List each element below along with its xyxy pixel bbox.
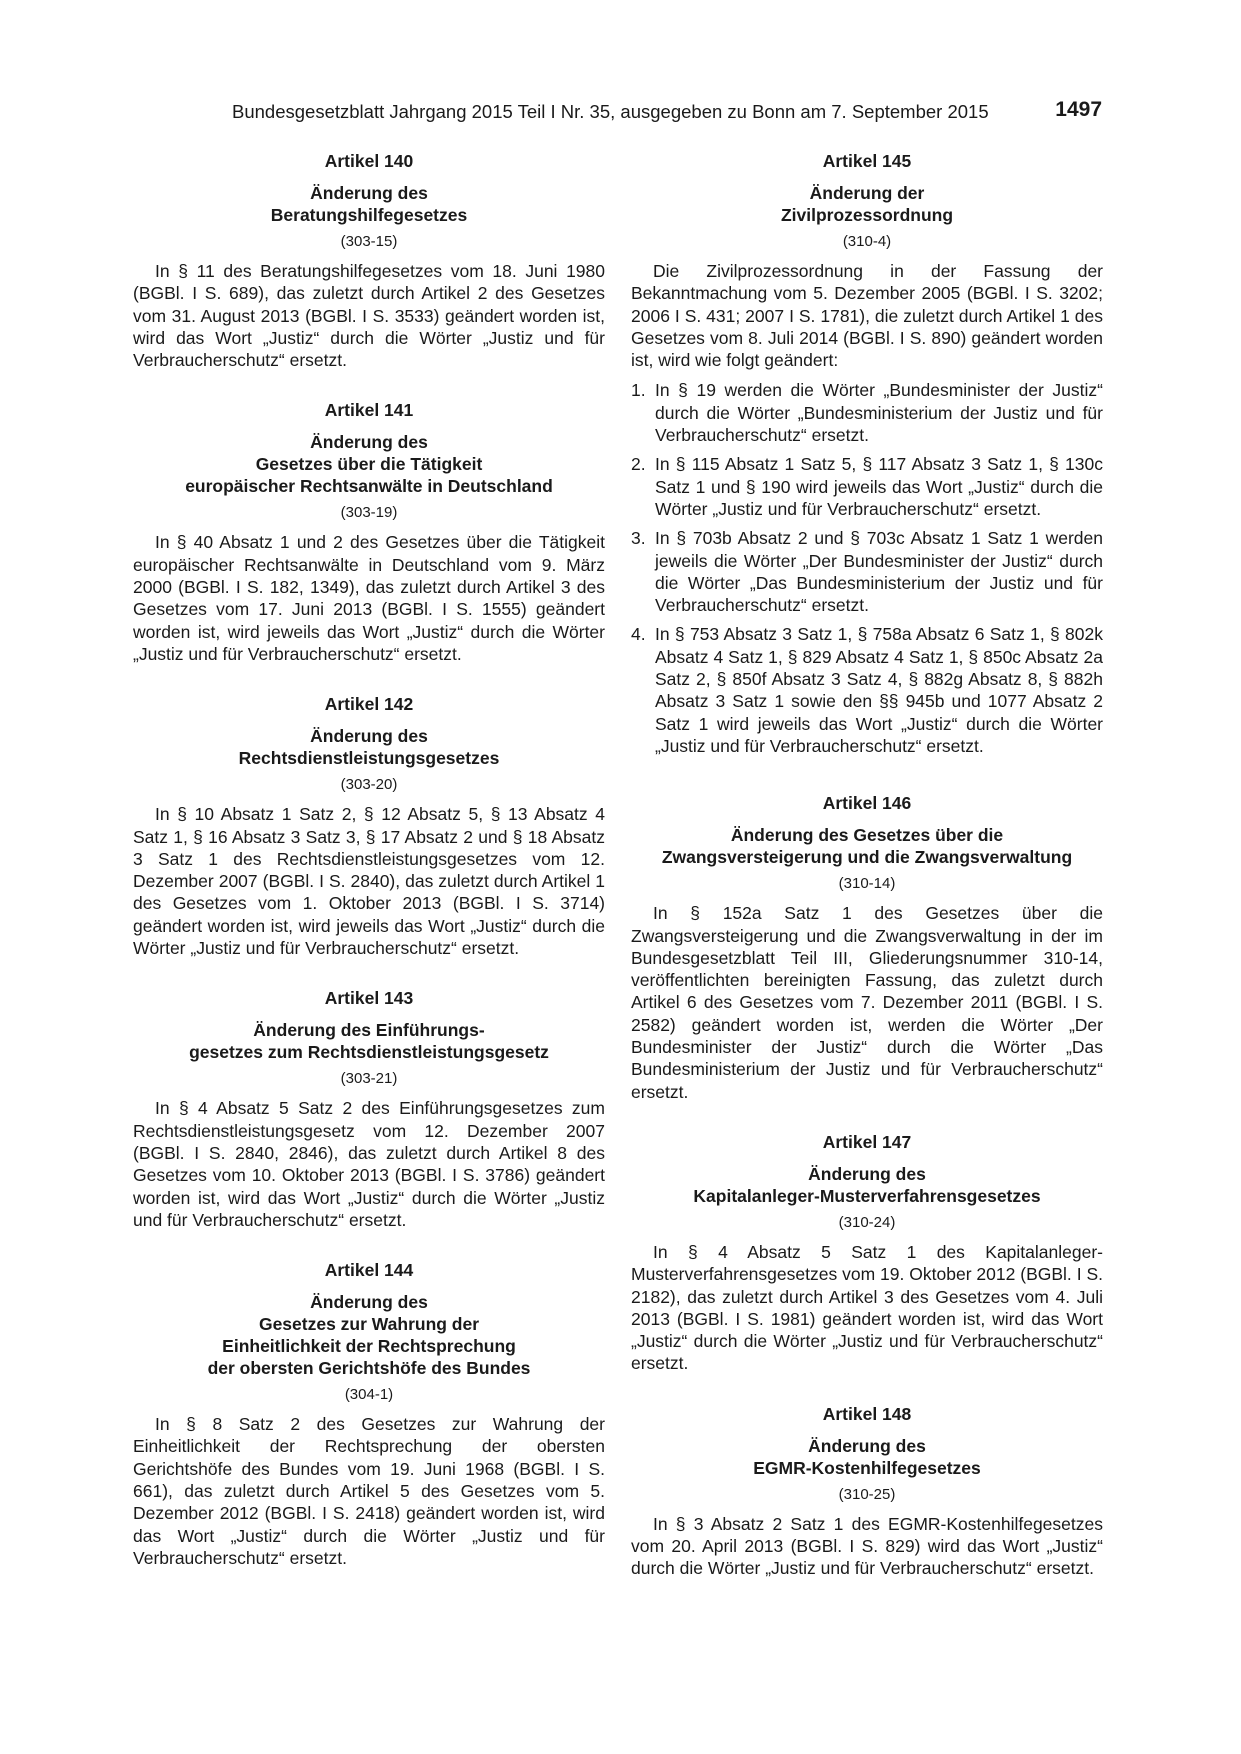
- article-body: In § 3 Absatz 2 Satz 1 des EGMR-Kostenhilfegesetzes vom 20. April 2013 (BGBl. I S. 829) wird das Wort „Justiz“ durch die Wörter „Justiz und für Verbraucherschutz“ ersetzt.: [631, 1513, 1103, 1579]
- article-body: In § 11 des Beratungshilfegesetzes vom 18. Juni 1980 (BGBl. I S. 689), das zuletzt durch Artikel 2 des Gesetzes vom 31. August 2013 (BGBl. I S. 3533) geändert worden ist, wird das Wort „Justiz“ durch die Wörter „Justiz und für Verbraucherschutz“ ersetzt.: [133, 261, 605, 371]
- article-body: In § 4 Absatz 5 Satz 1 des Kapitalanleger-Musterverfahrensgesetzes vom 19. Oktober 2012 (BGBl. I S. 2182), das zuletzt durch Artikel 3 des Gesetzes vom 4. Juli 2013 (BGBl. I S. 1981) geändert worden ist, wird das Wort „Justiz“ durch die Wörter „Justiz und für Verbraucherschutz“ ersetzt.: [631, 1241, 1103, 1374]
- article-body: In § 8 Satz 2 des Gesetzes zur Wahrung der Einheitlichkeit der Rechtsprechung der obersten Gerichtshöfe des Bundes vom 19. Juni 1968 (BGBl. I S. 661), das zuletzt durch Artikel 5 des Gesetzes vom 5. Dezember 2012 (BGBl. I S. 2418) geändert worden ist, wird das Wort „Justiz“ durch die Wörter „Justiz und für Verbraucherschutz“ ersetzt.: [133, 1414, 605, 1568]
- list-item-number: 2.: [631, 454, 646, 475]
- article-number: Artikel 148: [822, 1403, 912, 1424]
- article-title: [133, 431, 605, 497]
- article-title: [133, 1019, 605, 1063]
- article-number: Artikel 144: [324, 1260, 414, 1281]
- article-title-line: EGMR-Kostenhilfegesetzes: [753, 1457, 981, 1478]
- running-title: Bundesgesetzblatt Jahrgang 2015 Teil I Nr. 35, ausgegeben zu Bonn am 7. September 2015: [232, 101, 989, 122]
- article-title-line: Änderung des: [808, 1435, 926, 1456]
- article-title: [133, 1291, 605, 1379]
- list-item: [631, 453, 1103, 520]
- article-title-line: Zivilprozessordnung: [780, 205, 954, 225]
- fna-number: (310-4): [842, 233, 892, 250]
- article-title-line: Änderung des: [310, 183, 428, 203]
- fna-number: (304-1): [344, 1386, 394, 1404]
- article-body: In § 40 Absatz 1 und 2 des Gesetzes über die Tätigkeit europäischer Rechtsanwälte in Deutschland vom 9. März 2000 (BGBl. I S. 182, 1349), das zuletzt durch Artikel 3 des Gesetzes vom 17. Juni 2013 (BGBl. I S. 1555) geändert worden ist, wird jeweils das Wort „Justiz“ durch die Wörter „Justiz und für Verbraucherschutz“ ersetzt.: [133, 532, 605, 664]
- article: [631, 1403, 1103, 1580]
- article-title-line: Beratungshilfegesetzes: [270, 205, 468, 225]
- article-title-line: europäischer Rechtsanwälte in Deutschland: [185, 476, 553, 497]
- article-title-line: Änderung des: [310, 432, 428, 453]
- article-number: Artikel 140: [324, 151, 414, 171]
- article-title-line: gesetzes zum Rechtsdienstleistungsgesetz: [189, 1042, 549, 1063]
- article: [133, 399, 605, 665]
- article-number: Artikel 141: [324, 400, 414, 421]
- list-item-text: In § 753 Absatz 3 Satz 1, § 758a Absatz 6 Satz 1, § 802k Absatz 4 Satz 1, § 829 Absatz 4 Satz 1, § 850c Absatz 2a Satz 2, § 850f Absatz 3 Satz 4, § 882g Absatz 8, § 882h Absatz 3 Satz 1 sowie den §§ 945b und 1077 Absatz 2 Satz 1 wird jeweils das Wort „Justiz“ durch die Wörter „Justiz und für Verbraucherschutz“ ersetzt.: [655, 624, 1103, 756]
- article-title-line: Änderung der: [809, 183, 925, 203]
- list-item-number: 3.: [631, 528, 646, 549]
- article-title-line: Änderung des Einführungs-: [253, 1020, 485, 1041]
- article: [133, 693, 605, 959]
- list-item-number: 1.: [631, 380, 646, 401]
- article-title-line: Änderung des: [310, 726, 428, 747]
- article-title: [631, 824, 1103, 868]
- article-spacer: [133, 371, 605, 399]
- article-title: [631, 182, 1103, 226]
- article-title-line: Einheitlichkeit der Rechtsprechung: [222, 1336, 516, 1357]
- article-title-line: Änderung des: [808, 1163, 926, 1184]
- article: [133, 150, 605, 371]
- article-title-line: Gesetzes über die Tätigkeit: [255, 454, 483, 475]
- article-number: Artikel 143: [324, 988, 414, 1009]
- article: [133, 987, 605, 1231]
- article-title-line: Zwangsversteigerung und die Zwangsverwaltung: [661, 847, 1073, 868]
- list-item-text: In § 115 Absatz 1 Satz 5, § 117 Absatz 3 Satz 1, § 130c Satz 1 und § 190 wird jeweils das Wort „Justiz“ durch die Wörter „Justiz und für Verbraucherschutz“ ersetzt.: [655, 454, 1103, 519]
- fna-number: (310-14): [838, 875, 896, 893]
- article-title-line: Änderung des Gesetzes über die: [730, 825, 1004, 846]
- article-title-line: Gesetzes zur Wahrung der: [258, 1314, 480, 1335]
- article: [133, 1259, 605, 1569]
- article-number: Artikel 147: [822, 1131, 912, 1152]
- article-title: [133, 182, 605, 226]
- article-number: Artikel 142: [324, 694, 414, 715]
- article-body: In § 4 Absatz 5 Satz 2 des Einführungsgesetzes zum Rechtsdienstleistungsgesetz vom 12. Dezember 2007 (BGBl. I S. 2840, 2846), das zuletzt durch Artikel 8 des Gesetzes vom 10. Oktober 2013 (BGBl. I S. 3786) geändert worden ist, wird das Wort „Justiz“ durch die Wörter „Justiz und für Verbraucherschutz“ ersetzt.: [133, 1098, 605, 1230]
- right-column: [631, 150, 1103, 1580]
- article-number: Artikel 146: [822, 793, 912, 814]
- article-spacer: [631, 1103, 1103, 1131]
- article-number: Artikel 145: [822, 151, 912, 171]
- list-item: [631, 527, 1103, 616]
- list-item-text: In § 703b Absatz 2 und § 703c Absatz 1 Satz 1 werden jeweils die Wörter „Der Bundesminister der Justiz“ durch die Wörter „Das Bundesministerium der Justiz und für Verbraucherschutz“ ersetzt.: [655, 528, 1103, 616]
- page-number: 1497: [1055, 98, 1102, 121]
- fna-number: (303-19): [340, 504, 398, 522]
- list-item-number: 4.: [631, 624, 646, 645]
- fna-number: (310-24): [838, 1213, 896, 1231]
- fna-number: (303-20): [340, 776, 398, 794]
- article: [631, 792, 1103, 1103]
- article-title: [631, 1435, 1103, 1479]
- article-title-line: Kapitalanleger-Musterverfahrensgesetzes: [693, 1185, 1041, 1206]
- list-item: [631, 379, 1103, 446]
- fna-number: (310-25): [838, 1485, 896, 1503]
- article: [631, 1131, 1103, 1375]
- list-item: [631, 623, 1103, 757]
- article-spacer: [133, 665, 605, 693]
- article-spacer: [133, 959, 605, 987]
- article: [631, 150, 1103, 757]
- article-spacer: [133, 1231, 605, 1259]
- list-item-text: In § 19 werden die Wörter „Bundesminister der Justiz“ durch die Wörter „Bundesministerium der Justiz und für Verbraucherschutz“ ersetzt.: [655, 380, 1103, 446]
- article-title-line: der obersten Gerichtshöfe des Bundes: [207, 1358, 531, 1379]
- amendment-list: [631, 379, 1103, 757]
- article-body: In § 152a Satz 1 des Gesetzes über die Zwangsversteigerung und die Zwangsverwaltung in der im Bundesgesetzblatt Teil III, Gliederungsnummer 310-14, veröffentlichten bereinigten Fassung, das zuletzt durch Artikel 6 des Gesetzes vom 7. Dezember 2011 (BGBl. I S. 2582) geändert worden ist, werden die Wörter „Der Bundesminister der Justiz“ durch die Wörter „Das Bundesministerium der Justiz und für Verbraucherschutz“ ersetzt.: [631, 903, 1103, 1102]
- fna-number: (303-21): [340, 1070, 398, 1088]
- article-title-line: Änderung des: [310, 1292, 428, 1313]
- article-spacer: [631, 764, 1103, 792]
- article-title-line: Rechtsdienstleistungsgesetzes: [238, 748, 500, 769]
- fna-number: (303-15): [340, 233, 398, 250]
- article-title: [631, 1163, 1103, 1207]
- article-title: [133, 725, 605, 769]
- article-body: Die Zivilprozessordnung in der Fassung der Bekanntmachung vom 5. Dezember 2005 (BGBl. I S. 3202; 2006 I S. 431; 2007 I S. 1781), die zuletzt durch Artikel 1 des Gesetzes vom 8. Juli 2014 (BGBl. I S. 890) geändert worden ist, wird wie folgt geändert:: [631, 261, 1103, 371]
- article-spacer: [631, 1375, 1103, 1403]
- page-header: [232, 100, 1102, 128]
- article-body: In § 10 Absatz 1 Satz 2, § 12 Absatz 5, § 13 Absatz 4 Satz 1, § 16 Absatz 3 Satz 3, § 17 Absatz 2 und § 18 Absatz 3 Satz 1 des Rechtsdienstleistungsgesetzes vom 12. Dezember 2007 (BGBl. I S. 2840), das zuletzt durch Artikel 1 des Gesetzes vom 1. Oktober 2013 (BGBl. I S. 3714) geändert worden ist, wird jeweils das Wort „Justiz“ durch die Wörter „Justiz und für Verbraucherschutz“ ersetzt.: [133, 804, 605, 959]
- left-column: [133, 150, 605, 1569]
